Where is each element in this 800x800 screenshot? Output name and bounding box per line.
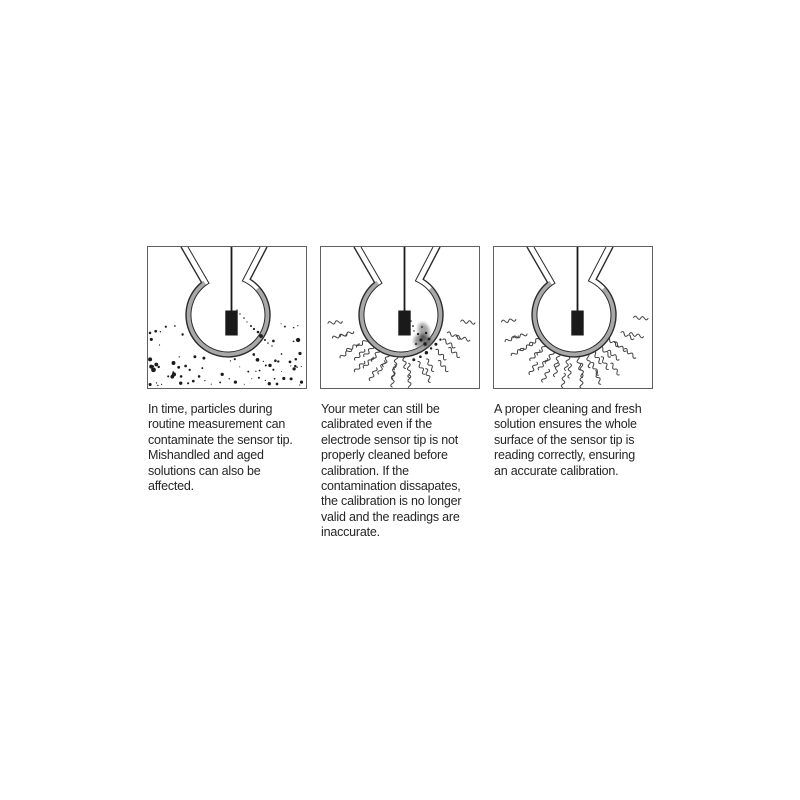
caption-calibrated-with-residue: Your meter can still be calibrated even if the electrode sensor tip is not properly cleaned before calibration. If the contamination dissapates, the calibration is no longer valid and the readings are inaccurate. <box>321 402 462 540</box>
ph-electrode-residue-cleaning-illustration <box>321 247 479 388</box>
caption-contaminated-sensor: In time, particles during routine measurement can contaminate the sensor tip. Mishandled and aged solutions can also be affected. <box>148 402 293 494</box>
ph-electrode-clean-illustration <box>494 247 652 388</box>
panel-calibrated-with-residue <box>320 246 480 541</box>
panel-clean-sensor <box>493 246 653 541</box>
panel-contaminated-sensor <box>147 246 307 541</box>
ph-electrode-contaminated-illustration <box>148 247 306 388</box>
sensor-tip-instructional-diagram <box>147 246 653 541</box>
glass-electrode-body <box>527 247 616 357</box>
residue-cleaning-figure <box>320 246 480 389</box>
caption-clean-sensor: A proper cleaning and fresh solution ensures the whole surface of the sensor tip is reading correctly, ensuring an accurate calibration. <box>494 402 642 478</box>
contaminated-sensor-figure <box>147 246 307 389</box>
clean-sensor-figure <box>493 246 653 389</box>
glass-electrode-body <box>181 247 270 357</box>
